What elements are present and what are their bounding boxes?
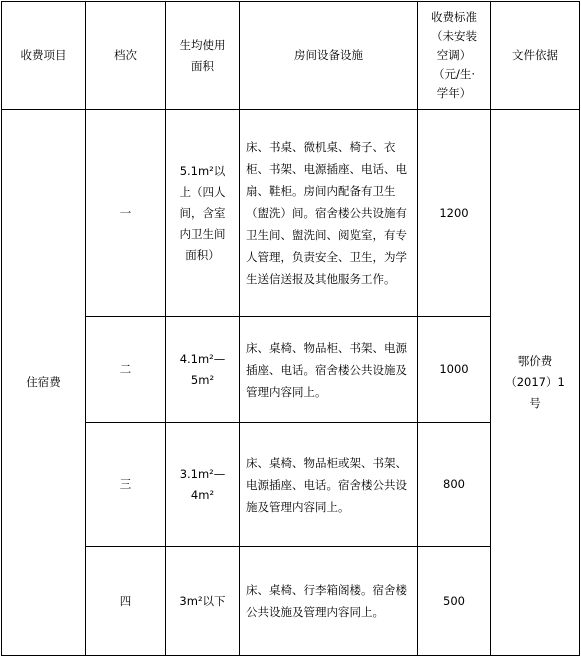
header-standard: 收费标准 （未安装 空调） （元/生· 学年） bbox=[418, 2, 491, 110]
header-facilities: 房间设备设施 bbox=[240, 2, 418, 110]
facilities-cell: 床、书桌、微机桌、椅子、衣柜、书架、电源插座、电话、电扇、鞋柜。房间内配备有卫生（盥洗）间。宿舍楼公共设施有卫生间、盥洗间、阅览室，有专人管理，负责安全、卫生，为学生送信送报及其他服务工作。 bbox=[240, 110, 418, 317]
area-cell: 3m²以下 bbox=[166, 547, 240, 656]
header-row bbox=[2, 2, 580, 110]
fee-cell: 500 bbox=[418, 547, 491, 656]
facilities-cell: 床、桌椅、物品柜、书架、电源插座、电话。宿舍楼公共设施及管理内容同上。 bbox=[240, 317, 418, 423]
header-basis: 文件依据 bbox=[491, 2, 580, 110]
area-cell: 3.1m²—4m² bbox=[166, 423, 240, 547]
area-cell: 4.1m²—5m² bbox=[166, 317, 240, 423]
fee-cell: 1200 bbox=[418, 110, 491, 317]
table-row bbox=[2, 110, 580, 317]
area-cell: 5.1m²以上（四人间，含室内卫生间面积） bbox=[166, 110, 240, 317]
facilities-cell: 床、桌椅、行李箱阁楼。宿舍楼公共设施及管理内容同上。 bbox=[240, 547, 418, 656]
grade-cell: 一 bbox=[86, 110, 166, 317]
fee-cell: 1000 bbox=[418, 317, 491, 423]
fee-table bbox=[1, 1, 580, 656]
header-item: 收费项目 bbox=[2, 2, 86, 110]
basis-cell: 鄂价费 （2017）1 号 bbox=[491, 110, 580, 656]
fee-cell: 800 bbox=[418, 423, 491, 547]
facilities-cell: 床、桌椅、物品柜或架、书架、电源插座、电话。宿舍楼公共设施及管理内容同上。 bbox=[240, 423, 418, 547]
grade-cell: 四 bbox=[86, 547, 166, 656]
header-area: 生均使用 面积 bbox=[166, 2, 240, 110]
item-name-cell: 住宿费 bbox=[2, 110, 86, 656]
grade-cell: 三 bbox=[86, 423, 166, 547]
header-grade: 档次 bbox=[86, 2, 166, 110]
grade-cell: 二 bbox=[86, 317, 166, 423]
